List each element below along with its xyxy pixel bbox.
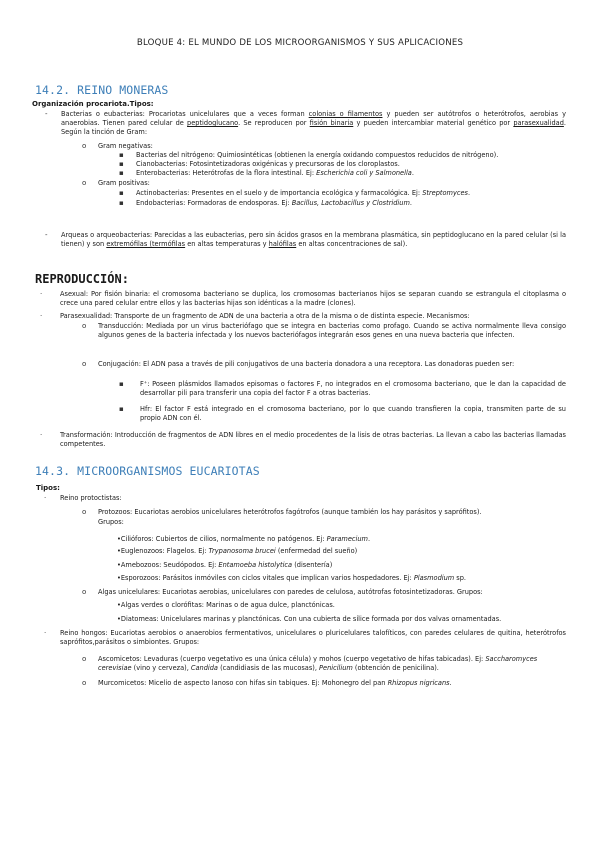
square-bullet: ▪	[119, 380, 124, 388]
bacterias-paragraph: Bacterias o eubacterias: Procariotas unicelulares que a veces forman colonias o filamentos y pueden ser autótrofos o heterótrofos, aerobias y anaerobias. Tienen pared celular de peptidoglucano. Se reproducen por fisión binaria y pueden intercambiar material genético por parasexualidad. Según la tinción de Gram:	[61, 110, 566, 137]
circle-bullet: o	[82, 655, 87, 663]
square-bullet: ▪	[119, 169, 124, 177]
circle-bullet: o	[82, 588, 87, 596]
diatomeas-item: •Diatomeas: Unicelulares marinas y planctónicas. Con una cubierta de sílice formada por dos valvas ornamentadas.	[117, 615, 502, 623]
circle-bullet: o	[82, 360, 87, 368]
square-bullet: ▪	[119, 151, 124, 159]
circle-bullet: o	[82, 679, 87, 687]
page-header: BLOQUE 4: EL MUNDO DE LOS MICROORGANISMOS Y SUS APLICACIONES	[136, 38, 464, 48]
f-plus-paragraph: F⁺: Poseen plásmidos llamados episomas o factores F, no integrados en el cromosoma bacteriano, que le dan la capacidad de desarrollar pili para transferir una copia del factor F a otras bacterias.	[140, 380, 566, 398]
square-bullet: ▪	[119, 405, 124, 413]
tipos-label: Tipos:	[36, 484, 60, 492]
reino-protoctistas-label: Reino protoctistas:	[60, 494, 122, 502]
hfr-paragraph: Hfr: El factor F está integrado en el cromosoma bacteriano, por lo que cuando transfieren la copia, transmiten parte de su propio ADN con él.	[140, 405, 566, 423]
section-title-microorganismos-eucariotas: 14.3. MICROORGANISMOS EUCARIOTAS	[35, 464, 260, 478]
ascomicetos-paragraph: Ascomicetos: Levaduras (cuerpo vegetativo es una única célula) y mohos (cuerpo vegetativo de hifas tabicadas). Ej: Saccharomyces cerevisiae (vino y cerveza), Candida (candidiasis de las mucosas), Penicilium (obtención de penicilina).	[98, 655, 538, 673]
ciliforos-item: •Cilióforos: Cubiertos de cilios, normalmente no patógenos. Ej: Paramecium.	[117, 535, 371, 543]
circle-bullet: o	[82, 322, 87, 330]
asexual-paragraph: Asexual: Por fisión binaria: el cromosoma bacteriano se duplica, los cromosomas bacterianos hijos se separan cuando se estrangula el citoplasma o crece una pared celular entre ellos y las bacterias hijas son idénticas a la madre (clones).	[60, 290, 566, 308]
reino-hongos-paragraph: Reino hongos: Eucariotas aerobios o anaerobios fermentativos, unicelulares o pluricelulares talofíticos, con paredes celulares de quitina, heterótrofos saprófitos,parásitos o simbiontes. Grupos:	[60, 629, 566, 647]
gp-endobacterias: Endobacterias: Formadoras de endosporas. Ej: Bacillus, Lactobacillus y Clostridium.	[136, 199, 412, 207]
algas-unicelulares-paragraph: Algas unicelulares: Eucariotas aerobias, unicelulares con paredes de celulosa, autótrofas fotosintetizadoras. Grupos:	[98, 588, 483, 596]
esporozoos-item: •Esporozoos: Parásitos inmóviles con ciclos vitales que implican varios hospedadores. Ej: Plasmodium sp.	[117, 574, 467, 582]
dot-bullet: ·	[40, 431, 43, 439]
arqueas-paragraph: Arqueas o arqueobacterias: Parecidas a las eubacterias, pero sin ácidos grasos en la membrana plasmática, sin peptidoglucano en la pared celular (si la tienen) y son extremófilas (termófilas en altas temperaturas y halófilas en altas concentraciones de sal).	[61, 231, 566, 249]
gp-actinobacterias: Actinobacterias: Presentes en el suelo y de importancia ecológica y farmacológica. Ej: Streptomyces.	[136, 189, 471, 197]
dot-bullet: ·	[40, 290, 43, 298]
organizacion-label: Organización procariota.Tipos:	[32, 100, 154, 108]
gram-positivas-label: Gram positivas:	[98, 179, 150, 187]
dash-bullet: -	[45, 231, 48, 239]
circle-bullet: o	[82, 142, 87, 150]
transformacion-paragraph: Transformación: Introducción de fragmentos de ADN libres en el medio procedentes de la lisis de otras bacterias. La llevan a cabo las bacterias llamadas competentes.	[60, 431, 566, 449]
reproduccion-title: REPRODUCCIÓN:	[35, 272, 129, 286]
section-title-reino-moneras: 14.2. REINO MONERAS	[35, 83, 169, 97]
murcomicetos-paragraph: Murcomicetos: Micelio de aspecto lanoso con hifas sin tabiques. Ej: Mohonegro del pan Rhizopus nigricans.	[98, 679, 452, 687]
dot-bullet: ·	[40, 312, 43, 320]
dash-bullet: -	[45, 110, 48, 118]
gram-negativas-label: Gram negativas:	[98, 142, 153, 150]
conjugacion-paragraph: Conjugación: El ADN pasa a través de pili conjugativos de una bacteria donadora a una receptora. Las donadoras pueden ser:	[98, 360, 515, 368]
gn-enterobacterias: Enterobacterias: Heterótrofas de la flora intestinal. Ej: Escherichia coli y Salmonella.	[136, 169, 414, 177]
dot-bullet: ·	[44, 494, 47, 502]
gn-cianobacterias: Cianobacterias: Fotosintetizadoras oxigénicas y precursoras de los cloroplastos.	[136, 160, 400, 168]
euglenozoos-item: •Euglenozoos: Flagelos. Ej: Trypanosoma brucei (enfermedad del sueño)	[117, 547, 358, 555]
parasexualidad-paragraph: Parasexualidad: Transporte de un fragmento de ADN de una bacteria a otra de la misma o de distinta especie. Mecanismos:	[60, 312, 470, 320]
square-bullet: ▪	[119, 199, 124, 207]
dot-bullet: ·	[44, 629, 47, 637]
protozoos-paragraph: Protozoos: Eucariotas aerobios unicelulares heterótrofos fagótrofos (aunque también los hay parásitos y saprófitos).	[98, 508, 482, 516]
algas-verdes-item: •Algas verdes o clorófitas: Marinas o de agua dulce, planctónicas.	[117, 601, 335, 609]
circle-bullet: o	[82, 508, 87, 516]
gn-nitrogeno: Bacterias del nitrógeno: Quimiosintéticas (obtienen la energía oxidando compuestos reducidos de nitrógeno).	[136, 151, 499, 159]
transduccion-paragraph: Transducción: Mediada por un virus bacteriófago que se integra en bacterias como profago. Cuando se activa normalmente lleva consigo algunos genes de la bacteria infectada y los nuevos bacteriófagos integrarán esos genes en una nueva bacteria que infecten.	[98, 322, 566, 340]
grupos-label: Grupos:	[98, 518, 124, 526]
square-bullet: ▪	[119, 189, 124, 197]
amebozoos-item: •Amebozoos: Seudópodos. Ej: Entamoeba histolytica (disentería)	[117, 561, 333, 569]
square-bullet: ▪	[119, 160, 124, 168]
circle-bullet: o	[82, 179, 87, 187]
